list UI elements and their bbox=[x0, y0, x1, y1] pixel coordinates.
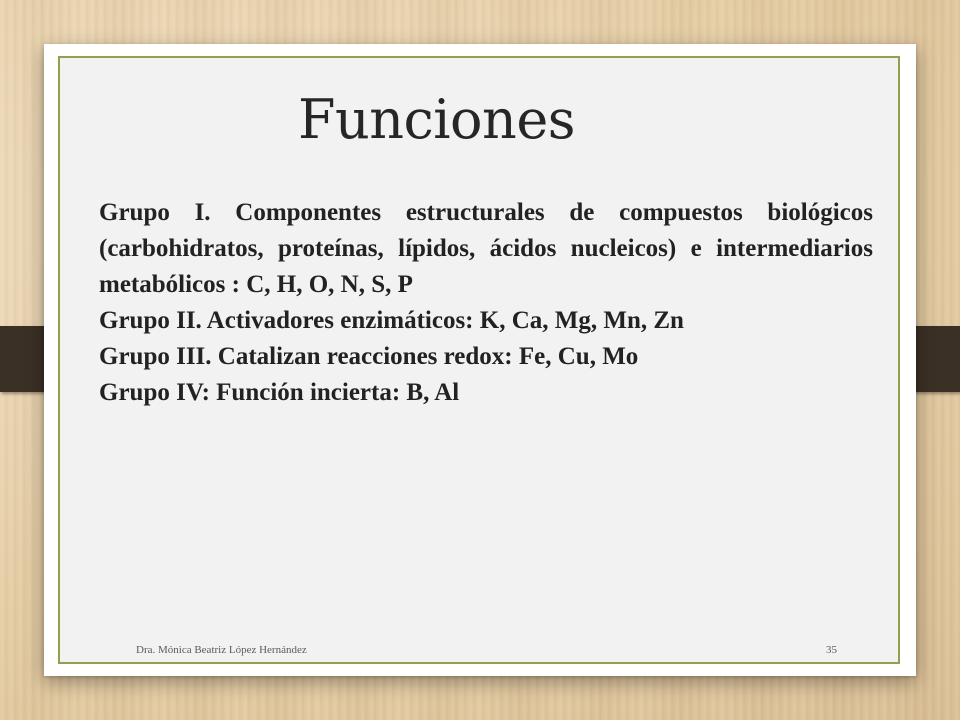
footer-page-number: 35 bbox=[826, 644, 837, 656]
slide-card bbox=[44, 44, 916, 676]
paragraph-grupo-2: Grupo II. Activadores enzimáticos: K, Ca, Mg, Mn, Zn bbox=[99, 307, 684, 334]
slide-body bbox=[99, 195, 873, 411]
slide-frame bbox=[58, 56, 900, 664]
paragraph-grupo-1: Grupo I. Componentes estructurales de compuestos biológicos (carbohidratos, proteínas, lípidos, ácidos nucleicos) e intermediarios metabólicos : C, H, O, N, S, P bbox=[99, 199, 873, 298]
slide-title: Funciones bbox=[298, 88, 575, 151]
paragraph-grupo-4: Grupo IV: Función incierta: B, Al bbox=[99, 379, 460, 406]
paragraph-grupo-3: Grupo III. Catalizan reacciones redox: Fe, Cu, Mo bbox=[99, 343, 639, 370]
footer-author: Dra. Mónica Beatriz López Hernández bbox=[136, 644, 307, 656]
